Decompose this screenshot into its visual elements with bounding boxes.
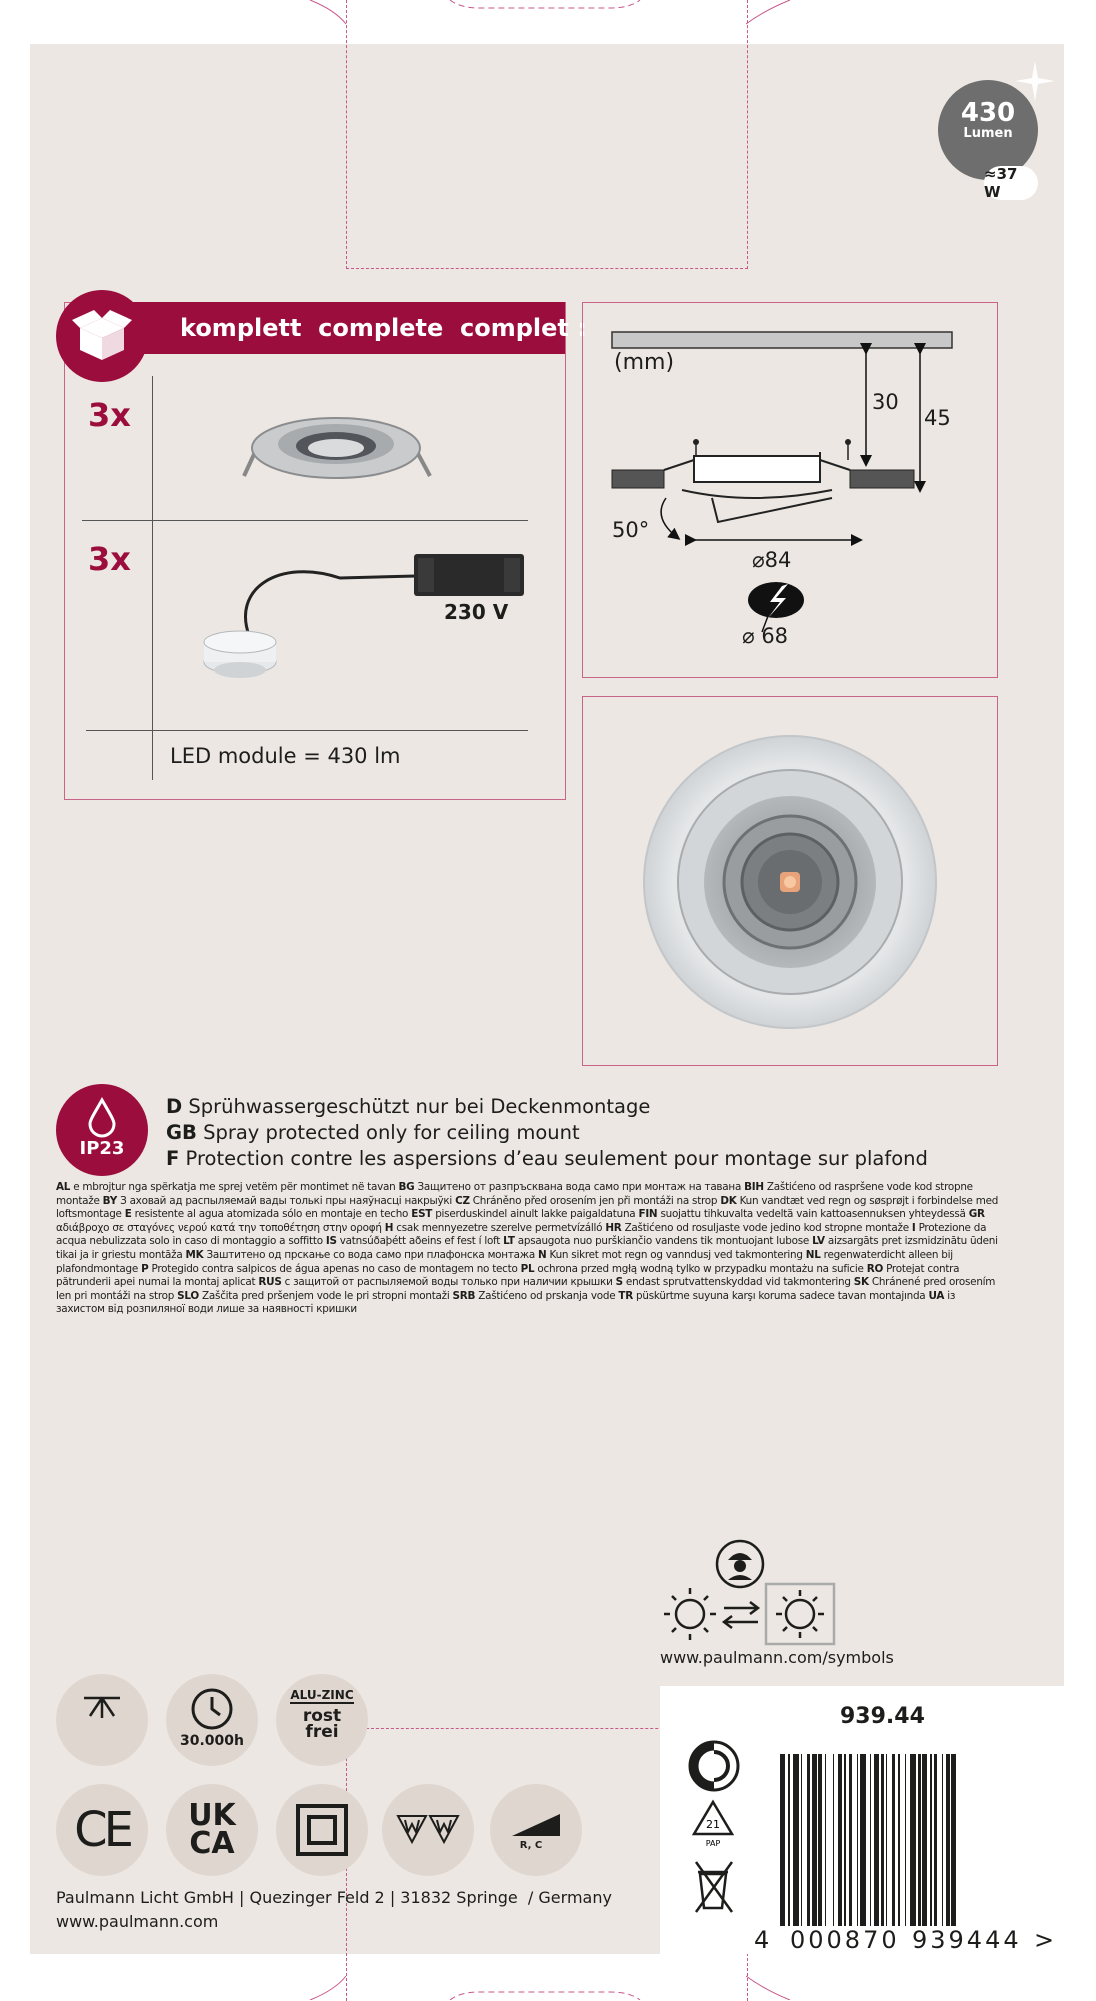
translation-text: Защитено от разпръсквана вода само при монтаж на тавана — [414, 1181, 745, 1193]
ip-translations — [56, 1181, 1000, 1317]
translation-text: piserduskindel ainult lakke paigaldatuna — [432, 1208, 639, 1221]
ip-line-gb: GB Spray protected only for ceiling mount — [166, 1121, 580, 1144]
barcode-bar — [934, 1754, 937, 1926]
translation-text: Zaštićeno od prskanja vode — [475, 1289, 619, 1302]
translation-text: Protejat contra pătrunderii apei numai la montaj aplicat — [56, 1262, 960, 1289]
qty-1: 3x — [88, 396, 131, 434]
translation-text: suojattu tihkuvalta vedeltä vain kattoasennuksen yhteydessä — [657, 1208, 969, 1221]
barcode-bar — [860, 1754, 866, 1926]
contents-divider-1 — [82, 520, 528, 521]
translation-code: PL — [520, 1262, 535, 1275]
barcode-digit-first: 4 — [754, 1926, 770, 1954]
qty-2: 3x — [88, 540, 131, 578]
translation-code: SLO — [177, 1289, 199, 1302]
translation-code: N — [538, 1248, 547, 1261]
clock-icon — [188, 1685, 236, 1733]
translation-text: Protegido contra salpicos de água apenas no caso de montagem no tecto — [148, 1262, 521, 1275]
dimmer-rc-label: R, C — [519, 1839, 543, 1851]
contents-divider-v — [152, 376, 153, 780]
translation-code: MK — [185, 1248, 204, 1261]
lumen-value: 430 — [960, 98, 1016, 128]
translation-code: CZ — [455, 1194, 470, 1207]
barcode-group-2: 939444 — [912, 1926, 1022, 1954]
beam-icon-circle — [56, 1674, 148, 1766]
green-dot-icon — [686, 1738, 742, 1794]
translation-text: regenwaterdicht alleen bij plafondmontage — [56, 1248, 953, 1275]
water-drop-icon — [82, 1096, 122, 1138]
translation-text: aizsargāts pret izsmidzinātu ūdeni tikai ja ir griestu montāža — [56, 1235, 998, 1261]
barcode-bar — [812, 1754, 817, 1926]
contents-divider-2 — [86, 730, 528, 731]
barcode-bar — [825, 1754, 827, 1926]
translation-code: SK — [853, 1276, 869, 1289]
translation-code: S — [615, 1276, 623, 1289]
dimmer-icon-circle — [490, 1784, 582, 1876]
article-number: 939.44 — [840, 1704, 925, 1729]
barcode-bar — [793, 1754, 799, 1926]
contents-header-text: komplett complete complet : — [180, 314, 587, 342]
ip-code: IP23 — [79, 1138, 125, 1159]
ip-main-lines — [166, 1094, 928, 1172]
dim-cutout: ⌀ 68 — [742, 624, 789, 648]
translation-code: RUS — [258, 1276, 282, 1289]
unit-label: (mm) — [614, 350, 675, 375]
translation-code: LT — [503, 1235, 515, 1248]
watt-badge — [984, 166, 1038, 200]
dieline-top-curves — [300, 0, 800, 30]
translation-code: P — [141, 1262, 149, 1275]
translation-code: BY — [102, 1194, 118, 1207]
translation-text: e mbrojtur nga spërkatja me sprej vetëm për montimet në tavan — [70, 1181, 399, 1193]
barcode-bar — [898, 1754, 900, 1926]
box-icon — [66, 302, 138, 368]
barcode-bar — [874, 1754, 879, 1926]
translation-text: із захистом від розпиляної води лише за наявності кришки — [56, 1289, 956, 1316]
rostfrei-label-1: rost — [302, 1706, 342, 1726]
translation-code: DK — [720, 1194, 737, 1207]
translation-text: З аховай ад распыляемай вады толькі пры наяўнасці накрыўкі — [117, 1194, 456, 1207]
translation-text: endast sprutvattenskyddad vid takmontering — [622, 1276, 854, 1289]
dim-30: 30 — [872, 390, 899, 414]
weee-bin-icon — [690, 1858, 736, 1914]
barcode-bar — [849, 1754, 852, 1926]
barcode-bar — [870, 1754, 872, 1926]
barcode-bar — [886, 1754, 888, 1926]
translation-code: NL — [805, 1248, 821, 1261]
translation-text: Chráněno před orosením jen při montáži na strop — [469, 1194, 721, 1207]
downlight-image — [236, 398, 436, 490]
translation-text: Заштитено од прскање со вода само при плафонска монтажа — [203, 1248, 539, 1261]
barcode-bar — [788, 1754, 790, 1926]
translation-text: ochrona przed mgłą wodną tylko w przypadku montażu na suficie — [534, 1262, 867, 1275]
translation-text: resistente al agua atomizada sólo en montaje en techo — [131, 1208, 412, 1221]
translation-code: FIN — [638, 1208, 658, 1221]
translation-code: UA — [928, 1289, 945, 1302]
barcode-bar — [857, 1754, 859, 1926]
translation-code: TR — [618, 1289, 633, 1302]
recycling-code: 21 — [706, 1818, 720, 1831]
translation-code: EST — [411, 1208, 433, 1221]
translation-code: RO — [866, 1262, 884, 1275]
mm-mark-icon — [396, 1812, 460, 1848]
beam-angle-icon — [80, 1692, 124, 1722]
ukca-icon-circle — [166, 1784, 258, 1876]
mm-icon-circle — [382, 1784, 474, 1876]
barcode-bar — [910, 1754, 916, 1926]
translation-code: LV — [812, 1235, 825, 1248]
dim-45: 45 — [924, 406, 951, 430]
barcode-bar — [918, 1754, 921, 1926]
voltage-label: 230 V — [444, 600, 509, 624]
barcode-bar — [801, 1754, 803, 1926]
translation-text: Zaštićeno od rosuljaste vode jedino kod stropne montaže — [621, 1221, 912, 1234]
translation-code: HR — [605, 1221, 622, 1234]
translation-text: Kun vandtæt ved regn og søsprøjt i forbindelse med loftsmontage — [56, 1194, 999, 1221]
ce-mark-icon: CE — [74, 1802, 130, 1858]
translation-text: vatnsúðaþétt aðeins ef fest í loft — [336, 1235, 504, 1248]
barcode-bar — [844, 1754, 846, 1926]
recycling-icon — [690, 1798, 736, 1848]
translation-code: SRB — [452, 1289, 476, 1302]
symbols-url[interactable]: www.paulmann.com/symbols — [660, 1648, 894, 1667]
led-module-photo — [640, 732, 940, 1032]
barcode-bar — [833, 1754, 835, 1926]
translation-code: I — [911, 1221, 916, 1234]
barcode-bar — [818, 1754, 821, 1926]
translation-text: Zaštićeno od raspršene vode kod stropne montaže — [56, 1181, 973, 1207]
translation-text: с защитой от распыляемой воды только при наличии крышки — [281, 1276, 616, 1289]
translation-text: csak mennyezetre szerelve permetvízálló — [393, 1221, 606, 1234]
translation-code: BG — [398, 1181, 415, 1193]
ukca-label-1: UK — [188, 1798, 236, 1833]
translation-text: Kun sikret mot regn og vanndusj ved takmontering — [546, 1248, 806, 1261]
barcode-bar — [838, 1754, 843, 1926]
rostfrei-icon-circle — [276, 1674, 368, 1766]
barcode-group-1: 000870 — [790, 1926, 900, 1954]
watt-equivalent: ≈37 W — [984, 165, 1018, 201]
dim-tilt: 50° — [612, 518, 650, 542]
translation-text: Chránené pred orosením len pri montáži na strop — [56, 1276, 996, 1302]
translation-code: BIH — [744, 1181, 764, 1193]
class2-icon-circle — [276, 1784, 368, 1876]
translation-code: AL — [56, 1181, 71, 1193]
translation-text: apsaugota nuo purškiančio vandens tik montuojant lubose — [514, 1235, 813, 1248]
barcode-bar — [930, 1754, 932, 1926]
lifetime-hours: 30.000h — [180, 1733, 244, 1749]
ip-line-f: F Protection contre les aspersions d’eau seulement pour montage sur plafond — [166, 1147, 928, 1170]
translation-text: Zaščita pred pršenjem vode le pri stropni montaži — [199, 1289, 453, 1302]
dim-diameter: ⌀84 — [752, 548, 792, 572]
dieline-top-flap — [346, 0, 748, 269]
exchangeable-light-source-icon — [660, 1582, 836, 1646]
translation-code: GR — [968, 1208, 985, 1221]
lumen-unit: Lumen — [963, 126, 1013, 141]
barcode-bar — [780, 1754, 785, 1926]
recycling-material: PAP — [705, 1839, 721, 1848]
led-module-label: LED module = 430 lm — [170, 744, 401, 768]
translation-text: püskürtme suyuna karşı koruma sadece tavan montajında — [633, 1289, 929, 1302]
barcode-bar — [881, 1754, 884, 1926]
barcode-bars — [780, 1754, 1032, 1926]
translation-code: IS — [325, 1235, 337, 1248]
barcode-bar — [951, 1754, 956, 1926]
company-address: Paulmann Licht GmbH | Quezinger Feld 2 | 31832 Springe / Germany — [56, 1888, 612, 1907]
dimmable-icon — [508, 1810, 564, 1840]
alu-zinc-label: ALU-ZINC — [290, 1688, 354, 1702]
barcode-bar — [942, 1754, 944, 1926]
barcode-bar — [922, 1754, 927, 1926]
rostfrei-label-2: frei — [305, 1722, 339, 1742]
ip-badge — [56, 1084, 148, 1176]
barcode-bar — [892, 1754, 895, 1926]
translation-code: E — [124, 1208, 132, 1221]
barcode-bar — [807, 1754, 810, 1926]
protection-class-2-icon — [294, 1802, 350, 1858]
lifetime-icon-circle — [166, 1674, 258, 1766]
dieline-bottom-curves — [300, 1970, 800, 2000]
sparkle-icon — [1010, 56, 1060, 106]
company-website[interactable]: www.paulmann.com — [56, 1912, 219, 1931]
ukca-label-2: CA — [189, 1826, 235, 1861]
translation-text: αδιάβροχο σε σταγόνες νερού κατά την τοποθέτηση στην οροφή — [56, 1221, 385, 1234]
ce-icon-circle — [56, 1784, 148, 1876]
ip-line-d: D Sprühwassergeschützt nur bei Deckenmontage — [166, 1095, 651, 1118]
barcode-arrow: > — [1034, 1926, 1055, 1954]
barcode-bar — [905, 1754, 907, 1926]
translation-code: H — [384, 1221, 394, 1234]
barcode-bar — [946, 1754, 949, 1926]
translation-text: Protezione da acqua nebulizzata solo in caso di montaggio a soffitto — [56, 1221, 987, 1248]
